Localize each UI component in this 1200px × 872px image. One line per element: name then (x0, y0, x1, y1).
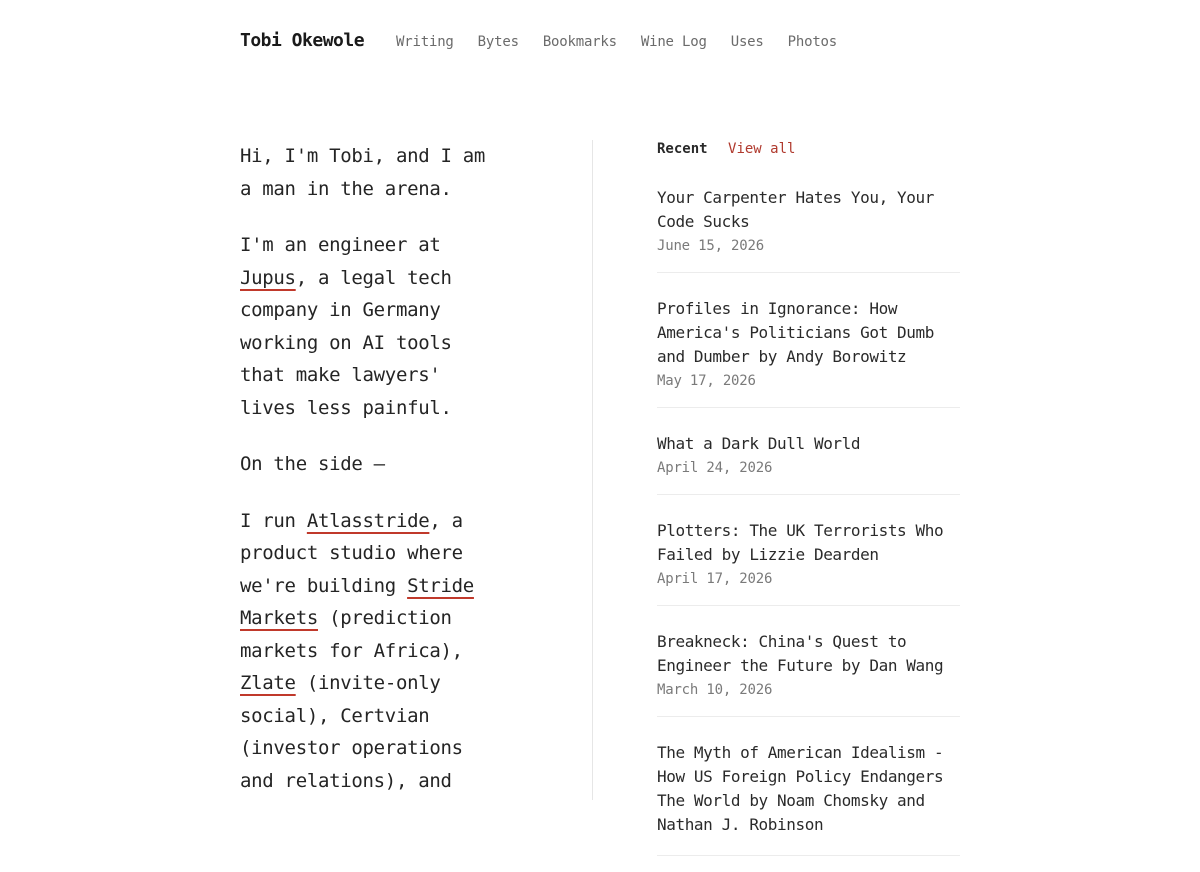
recent-post-item[interactable] (657, 733, 960, 856)
intro-projects-text-before: I run (240, 509, 307, 532)
recent-post-item[interactable] (657, 424, 960, 495)
atlasstride-link[interactable]: Atlasstride (306, 509, 430, 532)
intro-projects (240, 505, 500, 798)
column-divider (592, 140, 593, 800)
nav-link-wine-log[interactable]: Wine Log (640, 34, 707, 50)
intro-projects-text-mid2: (prediction markets for Africa), (240, 607, 463, 662)
post-title: The Myth of American Idealism - How US Foreign Policy Endangers The World by Noam Chomsky and Nathan J. Robinson (657, 743, 944, 834)
site-name-link[interactable]: Tobi Okewole (240, 30, 365, 51)
nav-link-bytes[interactable]: Bytes (477, 34, 519, 50)
post-date: May 17, 2026 (657, 373, 756, 389)
intro-job (240, 229, 500, 424)
post-date: June 15, 2026 (657, 238, 764, 254)
post-title: Plotters: The UK Terrorists Who Failed by Lizzie Dearden (657, 521, 944, 564)
recent-title: Recent (657, 141, 708, 157)
intro-projects-text-mid1: , a product studio where we're building (240, 509, 463, 597)
recent-posts-panel (657, 140, 960, 872)
recent-post-item[interactable] (657, 511, 960, 606)
view-all-link[interactable]: View all (728, 141, 796, 157)
intro-job-text-before: I'm an engineer at (240, 234, 441, 256)
post-title: Breakneck: China's Quest to Engineer the Future by Dan Wang (657, 632, 944, 675)
recent-header (657, 140, 960, 158)
nav-link-uses[interactable]: Uses (730, 34, 764, 50)
intro-side-heading: On the side — (240, 453, 385, 475)
post-date: April 17, 2026 (657, 571, 773, 587)
post-title: What a Dark Dull World (657, 434, 861, 453)
main-nav (396, 34, 837, 50)
jupus-link[interactable]: Jupus (240, 266, 296, 289)
recent-post-item[interactable] (657, 622, 960, 717)
intro-projects-text-after: (invite-only social), Certvian (investor operations and relations), and (240, 672, 463, 792)
nav-link-photos[interactable]: Photos (787, 34, 838, 50)
post-date: April 24, 2026 (657, 460, 773, 476)
recent-post-item[interactable] (657, 178, 960, 273)
post-title: Profiles in Ignorance: How America's Politicians Got Dumb and Dumber by Andy Borowitz (657, 299, 934, 366)
intro-section (240, 140, 500, 821)
intro-greeting: Hi, I'm Tobi, and I am a man in the arena. (240, 145, 486, 200)
nav-link-writing[interactable]: Writing (396, 34, 454, 50)
post-title: Your Carpenter Hates You, Your Code Sucks (657, 188, 934, 231)
nav-link-bookmarks[interactable]: Bookmarks (542, 34, 617, 50)
post-date: March 10, 2026 (657, 682, 773, 698)
intro-job-text-after: , a legal tech company in Germany working on AI tools that make lawyers' lives less painful. (240, 266, 452, 419)
recent-post-item[interactable] (657, 289, 960, 408)
zlate-link[interactable]: Zlate (240, 672, 296, 694)
stride-markets-link[interactable]: Stride Markets (240, 574, 474, 629)
site-header (240, 30, 837, 51)
